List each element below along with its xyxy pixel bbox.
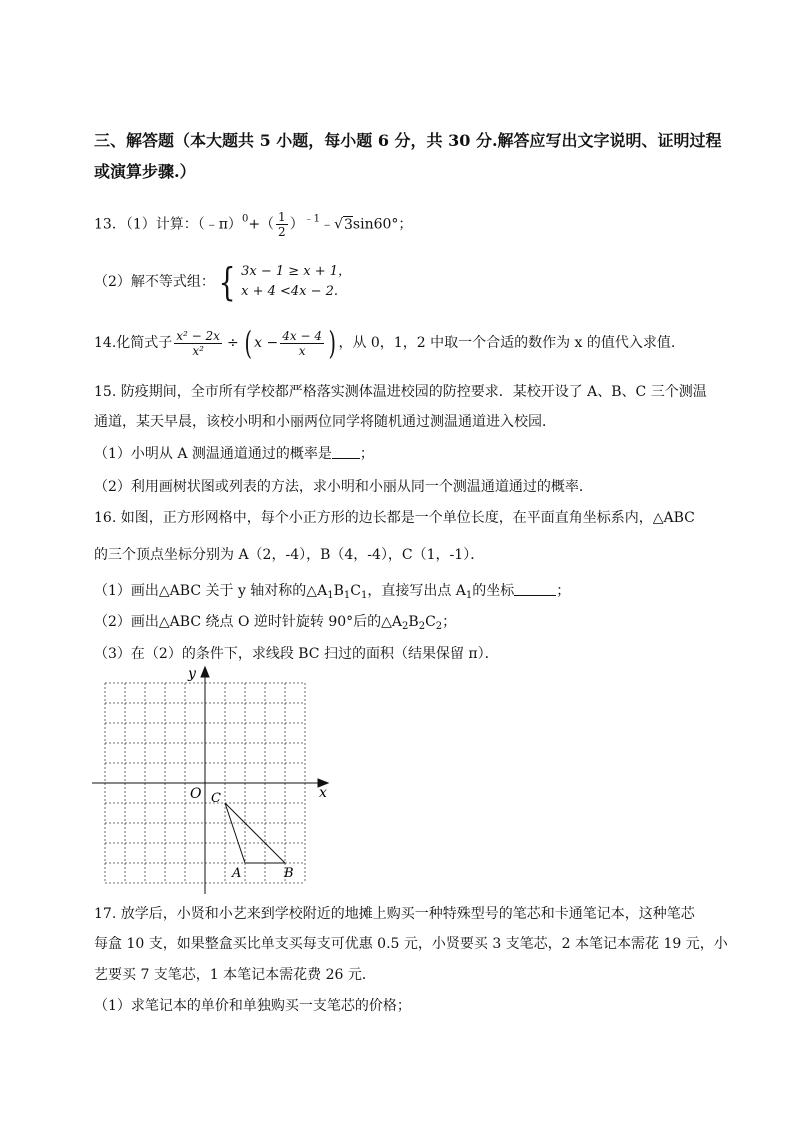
question-17-part1: （1）求笔记本的单价和单独购买一支笔芯的价格； [94, 998, 411, 1014]
q16-sub: 1 [360, 590, 368, 601]
coordinate-grid-figure [90, 664, 340, 896]
q16-part2-end: ； [442, 614, 457, 630]
q14-frac1-den: x² [192, 343, 204, 358]
y-axis-label: y [188, 666, 196, 682]
q16-part1-d: ，直接写出点 A [367, 583, 466, 599]
q14-fraction-2 [280, 329, 324, 358]
q13-system-brace: { [218, 260, 236, 304]
question-15-line2: 通道，某天早晨，该校小明和小丽两位同学将随机通过测温通道进入校园． [94, 414, 556, 430]
q16-sub: 1 [465, 590, 473, 601]
q16-part1-c: C [350, 583, 361, 599]
q16-part1-a: （1）画出△ABC 关于 y 轴对称的△A [94, 583, 328, 599]
q14-fraction-1 [174, 329, 222, 358]
point-b-label: B [284, 866, 294, 881]
q13-tail: sin60°； [352, 216, 413, 233]
section-heading-cont: 或演算步骤.） [94, 162, 196, 181]
q16-sub: 2 [418, 621, 426, 632]
q15-part1-end: ； [359, 446, 374, 462]
y-axis-arrow [201, 667, 209, 677]
point-c-label: C [211, 791, 221, 806]
question-17-line1: 17. 放学后，小贤和小艺来到学校附近的地摊上购买一种特殊型号的笔芯和卡通笔记本，这种笔芯 [94, 906, 695, 922]
question-13-part2 [94, 262, 351, 302]
q13-sqrt-value: 3 [343, 216, 353, 233]
q14-frac2-num: 4x − 4 [282, 328, 322, 343]
question-16-part1 [94, 582, 570, 605]
question-14 [94, 326, 675, 360]
q13-minus: ﹣ [320, 216, 335, 233]
point-a-label: A [232, 866, 242, 881]
q16-part2-b: B [408, 614, 419, 630]
section-heading: 三、解答题（本大题共 5 小题，每小题 6 分，共 30 分.解答应写出文字说明、证明过程 [94, 131, 722, 150]
q16-part2-c: C [425, 614, 436, 630]
q16-part1-e: 的坐标 [472, 583, 515, 599]
origin-label: O [190, 786, 202, 802]
question-15-part2: （2）利用画树状图或列表的方法，求小明和小丽从同一个测温通道通过的概率． [94, 479, 593, 495]
q14-prefix: 14.化简式子 [94, 335, 173, 351]
x-axis-label: x [319, 785, 327, 801]
q14-left-paren: ( [244, 324, 252, 362]
q16-part1-b: B [333, 583, 344, 599]
q13-prefix: 13．（1）计算：（﹣π） [94, 216, 242, 233]
q16-sub: 1 [343, 590, 351, 601]
q14-frac2-den: x [298, 343, 306, 358]
question-15-part1 [94, 445, 374, 463]
question-13-part1 [94, 210, 412, 239]
q14-inner-x: x − [254, 335, 279, 351]
question-17-line2: 每盒 10 支，如果整盒买比单支买每支可优惠 0.5 元，小贤要买 3 支笔芯，2 本笔记本需花 19 元，小 [94, 936, 728, 952]
q16-sub: 2 [402, 621, 409, 632]
q16-sub: 2 [435, 621, 443, 632]
q16-sub: 1 [327, 590, 334, 601]
triangle-abc [225, 803, 285, 863]
q14-right-paren: ) [328, 324, 336, 362]
q13-close: ） [289, 216, 304, 233]
q13-exponent-zero: 0 [241, 213, 249, 225]
q15-part1-text: （1）小明从 A 测温通道通过的概率是 [94, 446, 332, 462]
question-16-line1: 16. 如图，正方形网格中，每个小正方形的边长都是一个单位长度，在平面直角坐标系内，△ABC [94, 510, 695, 526]
q15-answer-blank[interactable] [332, 446, 360, 459]
question-16-part3: （3）在（2）的条件下，求线段 BC 扫过的面积（结果保留 π）． [94, 646, 499, 662]
question-16-line2: 的三个顶点坐标分别为 A（2，-4），B（4，-4），C（1，-1）． [94, 547, 485, 563]
q13-plus: +（ [248, 216, 275, 233]
q14-tail: ，从 0，1，2 中取一个合适的数作为 x 的值代入求值. [338, 335, 676, 351]
q13-part2-label: （2）解不等式组： [94, 274, 215, 290]
question-17-line3: 艺要买 7 支笔芯，1 本笔记本需花费 26 元． [94, 967, 376, 983]
q14-divide: ÷ [226, 335, 239, 351]
q13-frac-num: 1 [278, 210, 286, 224]
q16-part2-a: （2）画出△ABC 绕点 O 逆时针旋转 90°后的△A [94, 614, 403, 630]
q13-inequality-2: x + 4 <4x − 2. [241, 284, 339, 299]
q13-sqrt-symbol: √ [334, 216, 343, 233]
q16-answer-blank[interactable] [514, 583, 556, 596]
q16-part1-end: ； [556, 583, 571, 599]
q14-frac1-num: x² − 2x [176, 328, 220, 343]
question-15-line1: 15. 防疫期间，全市所有学校都严格落实测体温进校园的防控要求．某校开设了 A、B、C 三个测温 [94, 384, 707, 400]
question-16-part2 [94, 613, 456, 636]
q13-fraction [276, 210, 288, 239]
q13-inequality-1: 3x − 1 ≥ x + 1， [241, 264, 352, 279]
q13-inequality-system [241, 262, 351, 302]
q13-frac-den: 2 [278, 225, 286, 239]
axes [92, 667, 328, 894]
q13-exponent-neg1: ﹣1 [303, 213, 321, 225]
